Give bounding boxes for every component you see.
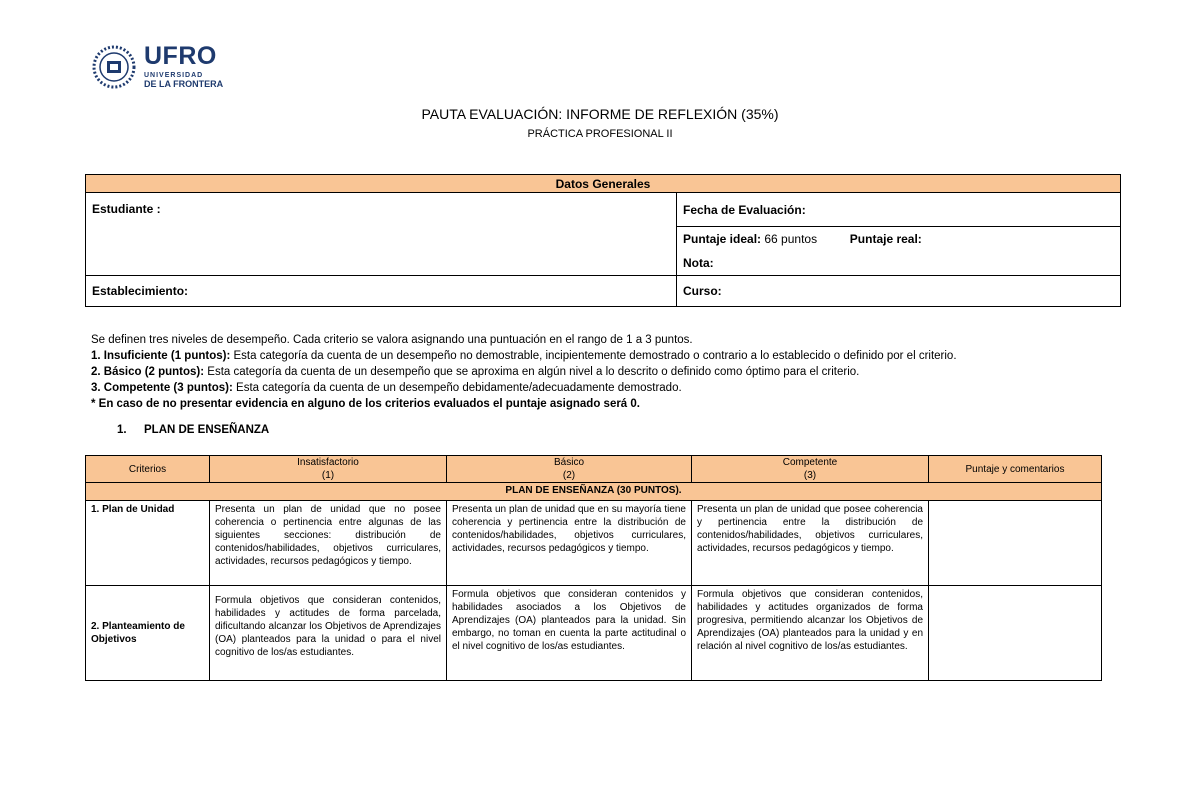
level-3-label: 3. Competente (3 puntos): <box>91 382 233 394</box>
general-data-heading: Datos Generales <box>86 175 1121 193</box>
header-insufficient-points: (1) <box>321 470 335 481</box>
insufficient-cell: Presenta un plan de unidad que no posee coherencia o pertinencia entre algunas de las siguientes secciones: distribución de contenidos/habilidades, objetivos curriculares, actividades, recursos pedagógicos y tiempo. <box>210 501 447 586</box>
table-row <box>86 586 1102 681</box>
basic-cell: Presenta un plan de unidad que en su mayoría tiene coherencia y pertinencia entre la distribución de contenidos/habilidades, objetivos curriculares, actividades, recursos pedagógicos y tiempo. <box>447 501 692 586</box>
intro-text: Se definen tres niveles de desempeño. Cada criterio se valora asignando una puntuación en el rango de 1 a 3 puntos. <box>91 334 693 346</box>
competent-cell: Formula objetivos que consideran contenidos, habilidades y actitudes organizados de forma progresiva, permitiendo alcanzar los Objetivos de Aprendizajes (OA) planteados para la unidad y en relación al nivel cognitivo de los/as estudiantes. <box>692 586 929 681</box>
evidence-note: * En caso de no presentar evidencia en alguno de los criterios evaluados el puntaje asignado será 0. <box>91 398 640 410</box>
section-number: 1. <box>117 424 127 436</box>
rubric-header-row <box>86 456 1102 483</box>
header-competent-label: Competente <box>782 457 838 468</box>
level-1-label: 1. Insuficiente (1 puntos): <box>91 350 231 362</box>
header-basic-points: (2) <box>562 470 576 481</box>
level-1-text <box>91 348 957 364</box>
ideal-score-value: 66 puntos <box>764 232 818 246</box>
insufficient-cell: Formula objetivos que consideran contenidos, habilidades y actitudes de forma parcelada, dificultando alcanzar los Objetivos de Aprendizajes (OA) planteados para la unidad o para el nivel cognitivo de los/as estudiantes. <box>210 586 447 681</box>
course-cell[interactable] <box>677 276 1121 307</box>
ideal-score-label: Puntaje ideal: <box>683 232 762 246</box>
document-subtitle: PRÁCTICA PROFESIONAL II <box>527 128 673 140</box>
basic-cell: Formula objetivos que consideran contenidos y habilidades asociados a los Objetivos de Aprendizajes (OA) planteados para la unidad. Sin embargo, no toman en cuenta la parte actitudinal o el nivel cognitivo de los/as estudiantes. <box>447 586 692 681</box>
rubric-table <box>85 455 1102 681</box>
table-row <box>86 501 1102 586</box>
level-2-description: Esta categoría da cuenta de un desempeño que se aproxima en algún nivel a lo descrito o definido como óptimo para el criterio. <box>204 366 860 378</box>
level-2-text <box>91 364 957 380</box>
student-label: Estudiante : <box>92 202 161 216</box>
competent-cell: Presenta un plan de unidad que posee coherencia y pertinencia entre la distribución de contenidos/habilidades, objetivos curriculares, actividades, recursos pedagógicos y tiempo. <box>692 501 929 586</box>
level-1-description: Esta categoría da cuenta de un desempeño no demostrable, incipientemente demostrado o contrario a lo establecido o definido por el criterio. <box>230 350 957 362</box>
real-score-label: Puntaje real: <box>849 232 922 246</box>
section-title: PLAN DE ENSEÑANZA <box>144 424 270 436</box>
score-comments-cell[interactable] <box>929 501 1102 586</box>
logo-subtitle-2: DE LA FRONTERA <box>144 79 224 89</box>
header-criteria: Criterios <box>86 456 210 483</box>
header-basic-label: Básico <box>553 457 584 468</box>
level-3-description: Esta categoría da cuenta de un desempeño debidamente/adecuadamente demostrado. <box>232 382 682 394</box>
score-comments-cell[interactable] <box>929 586 1102 681</box>
document-title: PAUTA EVALUACIÓN: INFORME DE REFLEXIÓN (35%) <box>421 106 779 122</box>
header-competent-points: (3) <box>803 470 817 481</box>
grade-label: Nota: <box>683 256 714 270</box>
level-2-label: 2. Básico (2 puntos): <box>91 366 205 378</box>
general-data-table <box>85 174 1121 307</box>
header-score-comments: Puntaje y comentarios <box>929 456 1102 483</box>
logo-brand: UFRO <box>144 42 217 70</box>
level-3-text <box>91 380 957 396</box>
logo-subtitle-1: UNIVERSIDAD <box>144 72 204 79</box>
university-logo <box>92 44 223 89</box>
rubric-band-label: PLAN DE ENSEÑANZA (30 PUNTOS). <box>86 483 1102 501</box>
evaluation-date-cell[interactable] <box>677 193 1121 227</box>
course-label: Curso: <box>683 284 722 298</box>
header-competent <box>692 456 929 483</box>
seal-icon <box>92 45 136 89</box>
school-label: Establecimiento: <box>92 284 189 298</box>
header-insufficient-label: Insatisfactorio <box>297 457 359 468</box>
header-insufficient <box>210 456 447 483</box>
section-heading <box>117 424 269 436</box>
school-cell[interactable] <box>86 276 677 307</box>
criterion-cell: 1. Plan de Unidad <box>86 501 210 586</box>
performance-levels-description <box>91 332 957 412</box>
evaluation-date-label: Fecha de Evaluación: <box>683 202 806 217</box>
header-basic <box>447 456 692 483</box>
score-cell[interactable] <box>677 227 1121 276</box>
criterion-cell: 2. Planteamiento de Objetivos <box>86 586 210 681</box>
rubric-band-row <box>86 483 1102 501</box>
